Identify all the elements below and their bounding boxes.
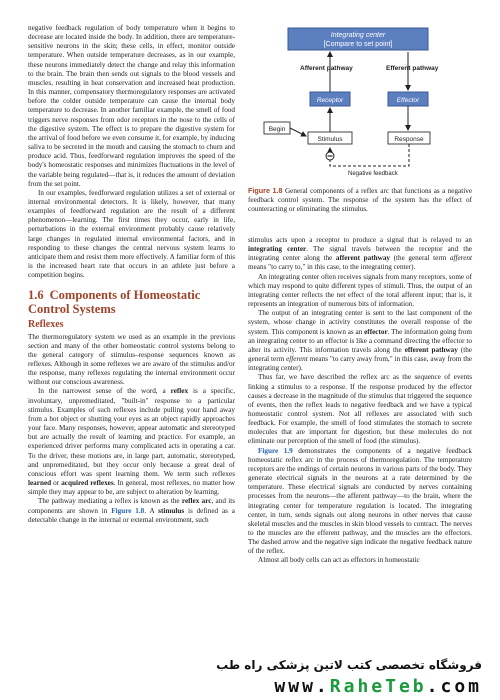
- key-term: reflex: [170, 387, 189, 396]
- text-run: . In general, most reflexes, no matter how simple they may appear to be, are subject to alteration by learning.: [28, 479, 235, 497]
- caption-label: Figure 1.8: [248, 186, 283, 195]
- paragraph: [28, 497, 235, 524]
- text-run: means "to carry to," in this case, to the integrating center).: [248, 263, 416, 272]
- text-run: (the general term: [248, 345, 472, 364]
- begin-label: Begin: [268, 126, 286, 133]
- section-heading: [28, 288, 235, 316]
- figure-reference[interactable]: Figure 1.9: [258, 446, 293, 455]
- afferent-text: Afferent pathway: [300, 65, 353, 72]
- paragraph: [248, 236, 472, 273]
- paragraph: [248, 309, 472, 373]
- text-run: means "to carry away from," in this case, away from the integrating center).: [248, 355, 472, 373]
- term-italic: afferent: [449, 254, 472, 263]
- efferent-label: [386, 65, 439, 72]
- efferent-text: Efferent pathway: [386, 65, 439, 72]
- text-run: demonstrates the components of a negative feedback homeostatic reflex arc in the process of thermoregulation. The temperature receptors are the endings of certain neurons in various parts of the body. They generate electrical signals in the neurons at a rate determined by the temperature. These electrical signals are conducted by nerves containing processes from the neurons—the afferent pathway—to the brain, where the integrating center for temperature regulation is located. The integrating center, in turn, sends signals out along neurons in other nerves that cause skeletal muscles and the muscles in skin blood vessels to contract. The nerves to the muscles are the efferent pathway, and the muscles are the effectors. The dashed arrow and the negative sign indicate the negative feedback nature of the reflex.: [248, 446, 472, 556]
- text-run: or: [51, 479, 62, 488]
- section-title: Components of Homeostatic Control Systems: [28, 288, 201, 317]
- paragraph: The thermoregulatory system we used as an example in the previous section and many of the other homeostatic control systems belong to the general category of stimulus–response sequences known as reflexes. Although in some reflexes we are aware of the stimulus and/or the response, many reflexes regulating the internal environment occur without our conscious awareness.: [28, 332, 235, 387]
- afferent-label: [300, 65, 353, 72]
- paragraph: [248, 447, 472, 557]
- key-term: integrating center: [248, 245, 307, 254]
- url-brand: RaheTeb: [329, 676, 427, 697]
- key-term: reflex arc: [181, 497, 212, 506]
- paragraph: negative feedback regulation of body temperature when it begins to decrease are located inside the body. In addition, there are temperature-sensitive neurons in the skin; these cells, in effect, monitor outside temperature. When outside temperature decreases, as in our example, these neurons immediately detect the change and relay this information to the brain. The brain then sends out signals to the blood vessels and muscles, resulting in heat conservation and increased heat production. In this manner, compensatory thermoregulatory responses are activated before the colder outside temperature can cause the internal body temperature to decrease. In another familiar example, the smell of food triggers nerve responses from odor receptors in the nose to the cells of the digestive system. The effect is to prepare the digestive system for the arrival of food before we even consume it, for example, by inducing saliva to be secreted in the mouth and causing the stomach to churn and produce acid. Thus, feedforward regulation improves the speed of the body's homeostatic responses and minimizes fluctuations in the level of the variable being regulated—that is, it reduces the amount of deviation from the set point.: [28, 24, 235, 188]
- text-run: The output of an integrating center is sent to the last component of the system, whose change in activity constitutes the overall response of the system. This component is known as an: [248, 309, 472, 336]
- section-number: 1.6: [28, 288, 44, 303]
- text-run: is defined as a detectable change in the internal or external environment, such: [28, 506, 235, 524]
- text-run: stimulus acts upon a receptor to produce a signal that is relayed to an: [248, 236, 472, 244]
- begin-arrow: [290, 128, 306, 136]
- key-term: learned: [28, 479, 52, 488]
- caption-text: General components of a reflex arc that functions as a negative feedback control system. The response of the system has the effect of counteracting or eliminating the stimulus.: [248, 187, 473, 213]
- text-run: . The information going from an integrating center to an effector is like a command directing the effector to alter its activity. This information travels along the: [248, 327, 472, 354]
- term-italic: efferent: [286, 355, 308, 364]
- effector-label: Effector: [396, 97, 420, 104]
- integrating-center-label: Integrating center: [330, 32, 386, 39]
- paragraph: Thus far, we have described the reflex arc as the sequence of events linking a stimulus to a response. If the response produced by the effector causes a decrease in the magnitude of the stimulus that triggered the sequence of events, then the reflex leads to negative feedback and we have a typical homeostatic control system. Not all reflexes are associated with such feedback. For example, the smell of food stimulates the stomach to secrete molecules that are important for digestion, but these molecules do not eliminate our perception of the smell of food (the stimulus).: [248, 373, 472, 446]
- text-run: (the general term: [390, 254, 450, 263]
- key-term: afferent pathway: [335, 254, 391, 263]
- text-run: . A: [144, 506, 159, 515]
- watermark-footer: [0, 654, 500, 700]
- stimulus-label: Stimulus: [317, 136, 343, 143]
- text-run: . The signal travels between the receptor and the integrating center along the: [248, 245, 472, 263]
- reflex-arc-diagram: [248, 24, 472, 184]
- paragraph: Almost all body cells can act as effectors in homeostatic: [258, 556, 420, 565]
- paragraph: An integrating center often receives signals from many receptors, some of which may respond to quite different types of stimuli. Thus, the output of an integrating center reflects the net effect of the total afferent input; that is, it represents an integration of numerous bits of information.: [248, 272, 472, 309]
- text-run: , and its components are shown in: [28, 497, 236, 515]
- right-column: [248, 236, 472, 566]
- negative-feedback-loop: [330, 144, 409, 166]
- footer-url[interactable]: [274, 676, 482, 697]
- footer-persian-text: فروشگاه تخصصی کتب لاتین پزشکی راه طب: [216, 658, 482, 672]
- key-term: efferent pathway: [404, 345, 458, 354]
- figure-1-8: [248, 24, 472, 194]
- subsection-heading: Reflexes: [28, 319, 64, 331]
- paragraph: [28, 387, 235, 497]
- figure-caption: [248, 186, 472, 214]
- text-run: is a specific, involuntary, unpremeditated, "built-in" response to a particular stimulus. Examples of such reflexes include pulling your hand away from a hot object or shutting your eyes as an object rapidly approaches your face. Many responses, however, appear automatic and stereotyped but are actually the result of learning and practice. For example, an experienced driver performs many complicated acts in operating a car. To the driver, these motions are, in large part, automatic, stereotyped, and unpremeditated, but they occur only because a great deal of conscious effort was spent learning them. We term such reflexes: [28, 387, 235, 478]
- text-run: The pathway mediating a reflex is known as the: [38, 497, 182, 506]
- key-term: effector: [364, 327, 388, 336]
- url-prefix: www.: [274, 676, 330, 697]
- left-column: [28, 24, 235, 525]
- text-run: In the narrowest sense of the word, a: [38, 387, 171, 396]
- response-label: Response: [394, 136, 424, 143]
- negative-feedback-label: Negative feedback: [348, 171, 398, 177]
- url-suffix: .com: [426, 676, 482, 697]
- figure-reference[interactable]: Figure 1.8: [111, 506, 145, 515]
- key-term: acquired reflexes: [61, 479, 114, 488]
- receptor-label: Receptor: [316, 97, 344, 104]
- key-term: stimulus: [158, 506, 185, 515]
- paragraph: In our examples, feedforward regulation utilizes a set of external or internal environmental detectors. It is likely, however, that many examples of feedforward regulation are the result of a different phenomenon—learning. The first times they occur, early in life, perturbations in the external environment probably cause relatively large changes in regulated internal environmental factors, and in responding to these changes the central nervous system learns to anticipate them and resist them more effectively. A familiar form of this is the increased heart rate that occurs in an athlete just before a competition begins.: [28, 188, 235, 280]
- compare-label: [Compare to set point]: [323, 41, 393, 48]
